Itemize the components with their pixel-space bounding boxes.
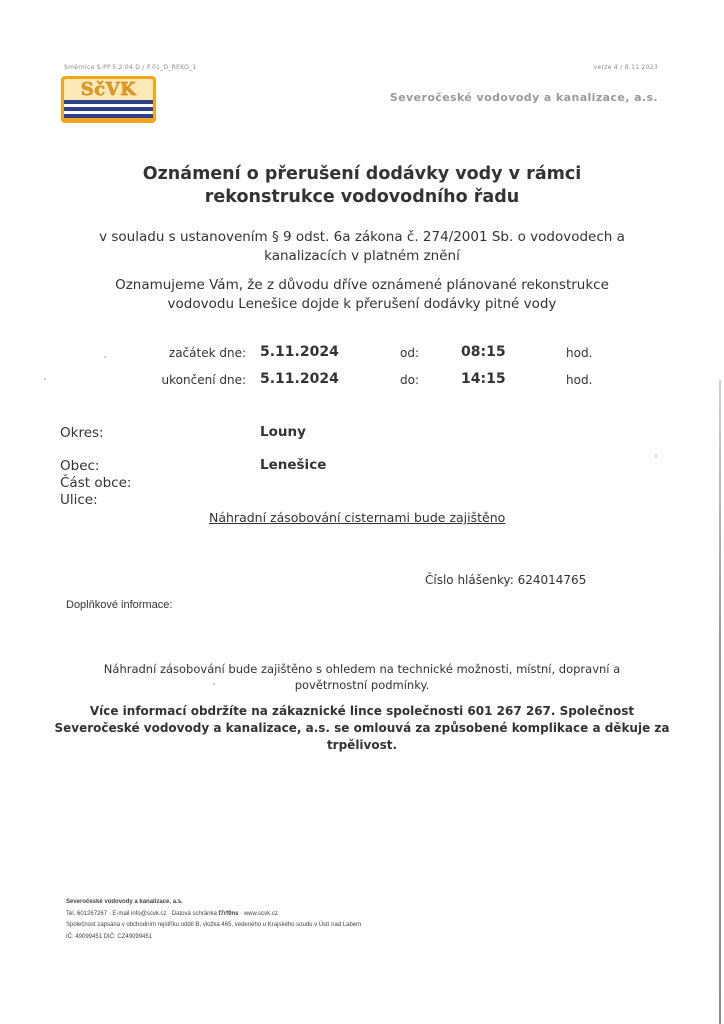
street-label: Ulice: (60, 492, 98, 508)
note-line-2: povětrnostní podmínky. (294, 678, 430, 692)
scan-speck (44, 378, 46, 380)
district-label: Okres: (60, 425, 104, 441)
footer-contact: Tel. 601267267 · E-mail info@scvk.cz · Datová schránka f7rf9ns · www.scvk.cz (66, 910, 278, 917)
end-date: 5.11.2024 (260, 371, 339, 387)
footer-registration: Společnost zapsána v obchodním rejstříku oddíl B, vložka 465, vedeného u Krajského soudu v Ústí nad Labem (66, 922, 362, 928)
district-value: Louny (260, 424, 306, 440)
intro-line-2: vodovodu Lenešice dojde k přerušení dodávky pitné vody (167, 296, 557, 312)
end-label: ukončení dne: (161, 373, 246, 387)
intro-paragraph (0, 276, 724, 314)
title-line-2: rekonstrukce vodovodního řadu (204, 187, 520, 207)
more-info-line-2: Severočeské vodovody a kanalizace, a.s. se omlouvá za způsobené komplikace a děkuje za (54, 721, 670, 735)
title-line-1: Oznámení o přerušení dodávky vody v rámci (142, 164, 582, 184)
start-date: 5.11.2024 (260, 344, 339, 360)
more-info-line-3: trpělivost. (326, 738, 398, 752)
legal-basis-line-1: v souladu s ustanovením § 9 odst. 6a zákona č. 274/2001 Sb. o vodovodech a (99, 229, 625, 245)
footer (66, 897, 361, 943)
more-info-line-1: Více informací obdržíte na zákaznické lince společnosti 601 267 267. Společnost (89, 704, 635, 718)
start-time: 08:15 (461, 344, 506, 360)
scan-speck (655, 455, 657, 457)
footer-ids: IČ: 49099451 DIČ: CZ49099451 (66, 933, 153, 940)
page-title (0, 163, 724, 209)
end-unit: hod. (566, 373, 593, 387)
intro-line-1: Oznamujeme Vám, že z důvodu dříve oznámené plánované rekonstrukce (115, 277, 609, 293)
footer-company: Severočeské vodovody a kanalizace, a.s. (66, 899, 183, 905)
start-label: začátek dne: (168, 346, 246, 360)
footer-databox: f7rf9ns (218, 910, 239, 917)
report-number-value: 624014765 (517, 573, 587, 587)
end-sep: do: (400, 373, 420, 387)
supply-conditions-note (0, 661, 724, 693)
company-name-header: Severočeské vodovody a kanalizace, a.s. (389, 91, 658, 104)
report-number (425, 573, 586, 587)
municipality-part-label: Část obce: (60, 475, 132, 491)
municipality-value: Lenešice (260, 457, 327, 473)
contact-info-paragraph (0, 703, 724, 754)
legal-basis (0, 228, 724, 266)
note-line-1: Náhradní zásobování bude zajištěno s ohledem na technické možnosti, místní, dopravní a (103, 662, 621, 676)
legal-basis-line-2: kanalizacích v platném znění (264, 248, 460, 264)
report-number-label: Číslo hlášenky: (425, 573, 514, 587)
municipality-label: Obec: (60, 458, 100, 474)
logo-stripes (64, 100, 153, 118)
scan-edge (719, 380, 721, 1024)
document-reference: Směrnice S.PP.5.2.04 D / F.01_D_REKO_1 (64, 64, 197, 71)
start-unit: hod. (566, 346, 593, 360)
start-sep: od: (400, 346, 420, 360)
version-label: verze 4 / 8.11.2023 (593, 64, 658, 71)
logo-text: SčVK (80, 78, 137, 100)
replacement-supply-notice: Náhradní zásobování cisternami bude zajištěno (209, 510, 506, 525)
end-time: 14:15 (461, 371, 506, 387)
company-logo (61, 76, 156, 123)
additional-info-label: Doplňkové informace: (66, 599, 173, 611)
